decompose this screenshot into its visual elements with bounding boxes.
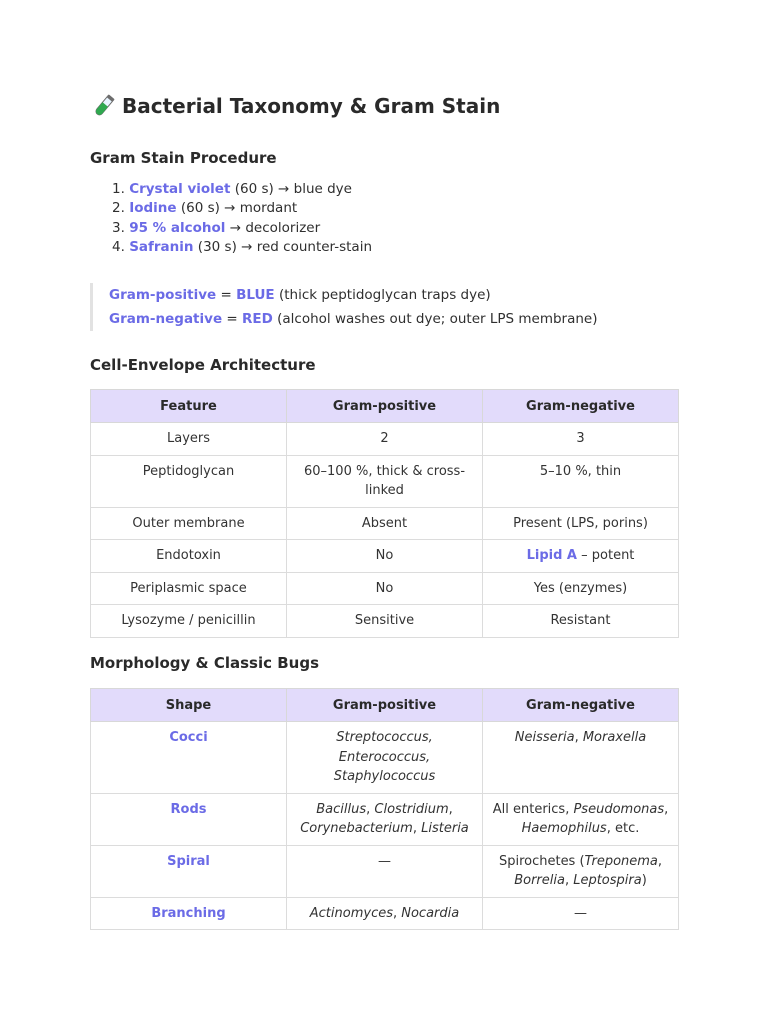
step-description: (30 s) → red counter-stain	[193, 239, 373, 256]
reagent-name: Iodine	[129, 200, 177, 217]
table-cell	[483, 793, 679, 845]
shape-cell: Branching	[91, 897, 287, 930]
cell-text: ,	[574, 730, 583, 745]
organism-name: Moraxella	[582, 730, 647, 745]
organism-name: Staphylococcus	[333, 769, 436, 784]
organism-name: Listeria	[421, 821, 469, 836]
table-cell	[483, 897, 679, 930]
table-cell	[287, 845, 483, 897]
reagent-name: Crystal violet	[129, 181, 231, 197]
stain-color: BLUE	[236, 287, 275, 303]
table-row	[91, 572, 679, 605]
table-cell: No	[287, 572, 483, 605]
table-cell	[483, 540, 679, 573]
equals: =	[222, 311, 243, 327]
cell-text: All enterics,	[492, 801, 574, 817]
step-description: → decolorizer	[225, 219, 321, 236]
table-cell	[287, 897, 483, 930]
table-row	[91, 455, 679, 507]
table-row	[91, 540, 679, 573]
reagent-name: Safranin	[129, 239, 194, 256]
table-cell: 2	[287, 423, 483, 456]
table-cell: Present (LPS, porins)	[483, 507, 679, 540]
table-row	[91, 605, 679, 638]
table-cell	[483, 845, 679, 897]
cell-text: ,	[392, 905, 402, 921]
envelope-table	[90, 389, 679, 638]
cell-text: , etc.	[606, 821, 640, 836]
table-row	[91, 423, 679, 456]
organism-name: Clostridium	[374, 801, 449, 817]
step-number: 2.	[112, 200, 125, 217]
column-header: Gram-positive	[287, 390, 483, 423]
organism-name: Corynebacterium	[300, 821, 413, 836]
organism-name: Bacillus	[316, 801, 367, 817]
table-row	[91, 507, 679, 540]
table-row	[91, 845, 679, 897]
cell-text: ,	[564, 873, 574, 888]
organism-name: Treponema	[584, 853, 658, 869]
organism-name: Nocardia	[401, 905, 460, 921]
callout-line	[109, 283, 598, 307]
cell-text: Spirochetes (	[498, 853, 585, 869]
table-cell: Periplasmic space	[91, 572, 287, 605]
list-item	[112, 238, 372, 257]
column-header: Gram-negative	[483, 390, 679, 423]
list-item	[112, 180, 372, 199]
shape-cell: Rods	[91, 793, 287, 845]
column-header: Feature	[91, 390, 287, 423]
organism-name: Haemophilus	[521, 821, 607, 836]
cell-text: – potent	[577, 548, 635, 563]
shape-cell: Cocci	[91, 722, 287, 794]
table-cell: Endotoxin	[91, 540, 287, 573]
term: Gram-negative	[109, 311, 223, 327]
step-number: 1.	[112, 181, 125, 197]
table-cell: Resistant	[483, 605, 679, 638]
procedure-heading: Gram Stain Procedure	[90, 149, 277, 167]
table-cell	[287, 793, 483, 845]
table-row	[91, 793, 679, 845]
column-header: Gram-positive	[287, 689, 483, 722]
morphology-table	[90, 688, 679, 930]
table-cell: 60–100 %, thick & cross-linked	[287, 455, 483, 507]
cell-text: ,	[412, 821, 422, 836]
reagent-name: 95 % alcohol	[129, 219, 226, 236]
stain-color: RED	[242, 311, 273, 327]
cell-text: —	[574, 905, 587, 921]
step-number: 3.	[112, 219, 125, 236]
organism-name: Leptospira	[573, 873, 642, 888]
table-cell	[483, 722, 679, 794]
morphology-heading: Morphology & Classic Bugs	[90, 654, 319, 672]
explanation: (alcohol washes out dye; outer LPS membrane)	[272, 311, 598, 327]
column-header: Shape	[91, 689, 287, 722]
table-row	[91, 897, 679, 930]
step-number: 4.	[112, 239, 125, 256]
table-header-row	[91, 689, 679, 722]
table-row	[91, 722, 679, 794]
organism-name: Actinomyces	[309, 905, 393, 921]
page-title-text: Bacterial Taxonomy & Gram Stain	[122, 94, 501, 118]
table-cell: Lysozyme / penicillin	[91, 605, 287, 638]
table-cell: Yes (enzymes)	[483, 572, 679, 605]
shape-cell: Spiral	[91, 845, 287, 897]
test-tube-icon	[90, 92, 118, 120]
term: Gram-positive	[109, 287, 217, 303]
cell-text: —	[378, 853, 391, 869]
procedure-steps	[112, 180, 372, 258]
cell-text: ,	[664, 801, 669, 817]
table-cell: 3	[483, 423, 679, 456]
list-item	[112, 219, 372, 238]
callout-line	[109, 307, 598, 331]
organism-name: Enterococcus,	[338, 749, 431, 765]
organism-name: Streptococcus,	[336, 730, 433, 745]
table-cell: Outer membrane	[91, 507, 287, 540]
step-description: (60 s) → mordant	[176, 200, 298, 217]
envelope-heading: Cell-Envelope Architecture	[90, 356, 316, 374]
step-description: (60 s) → blue dye	[230, 181, 352, 197]
explanation: (thick peptidoglycan traps dye)	[274, 287, 491, 303]
table-cell: Peptidoglycan	[91, 455, 287, 507]
table-cell: No	[287, 540, 483, 573]
lipid-a-term: Lipid A	[526, 548, 577, 563]
column-header: Gram-negative	[483, 689, 679, 722]
table-cell: 5–10 %, thin	[483, 455, 679, 507]
organism-name: Pseudomonas	[573, 801, 665, 817]
equals: =	[216, 287, 237, 303]
page-title	[90, 92, 500, 120]
table-header-row	[91, 390, 679, 423]
cell-text: )	[641, 873, 647, 888]
table-cell: Absent	[287, 507, 483, 540]
table-cell	[287, 722, 483, 794]
table-cell: Layers	[91, 423, 287, 456]
table-cell: Sensitive	[287, 605, 483, 638]
cell-text: ,	[657, 853, 663, 869]
organism-name: Borrelia	[514, 873, 565, 888]
gram-result-callout	[90, 283, 598, 331]
cell-text: ,	[448, 801, 453, 817]
organism-name: Neisseria	[514, 730, 575, 745]
cell-text: ,	[366, 801, 375, 817]
list-item	[112, 199, 372, 218]
